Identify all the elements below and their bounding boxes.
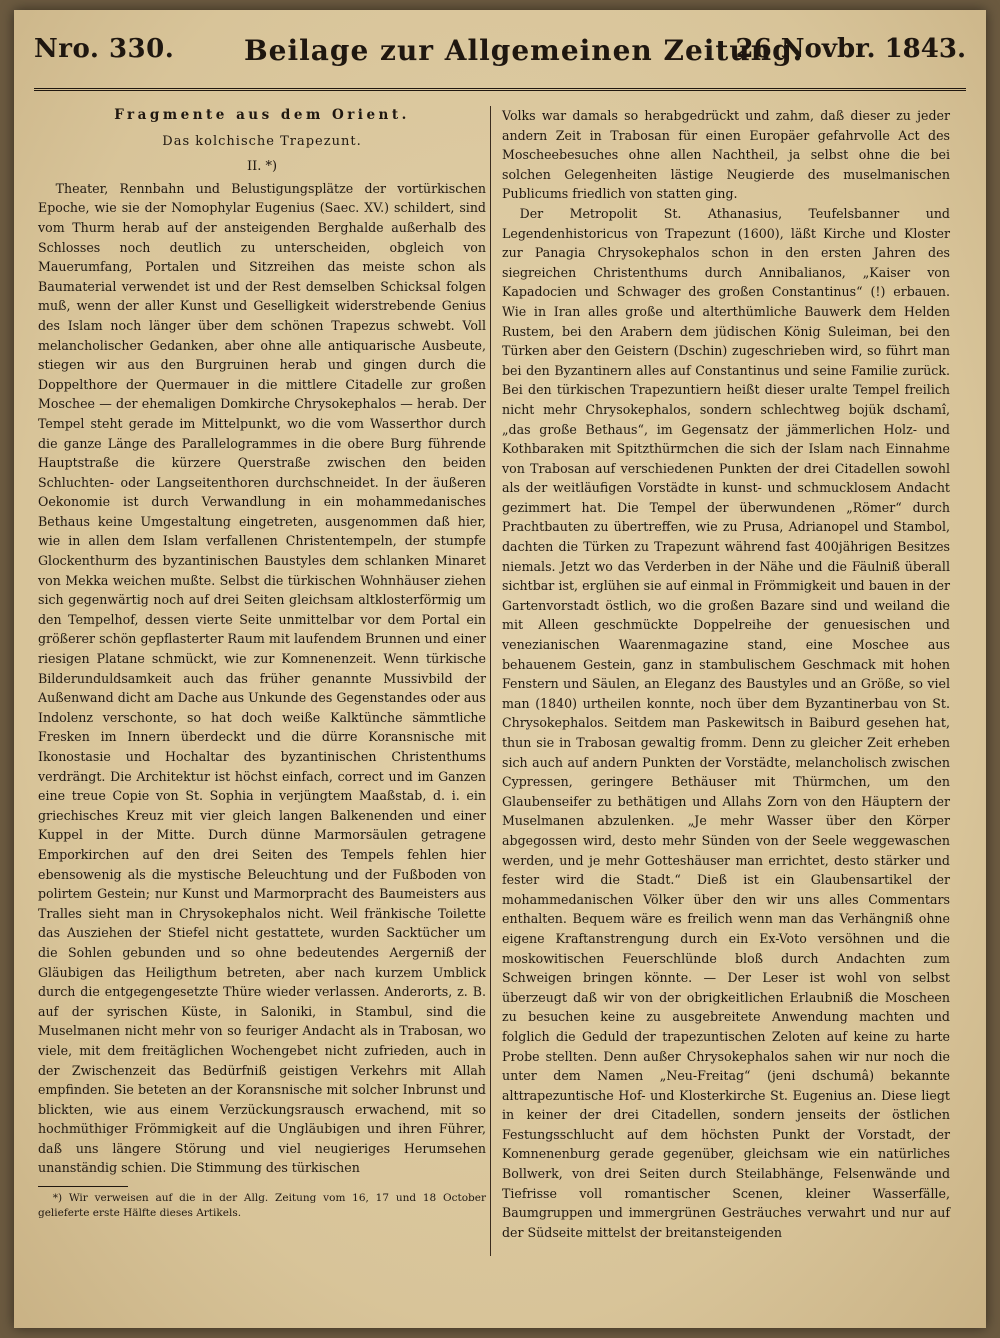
- newspaper-page: [14, 10, 986, 1328]
- paragraph: Der Metropolit St. Athanasius, Teufelsbanner und Legendenhistoricus von Trapezunt (1600), läßt Kirche und Kloster zur Panagia Chrysokephalos schon in den ersten Jahren des siegreichen Christenthums durch Annibalianos, „Kaiser von Kapadocien und Schwager des großen Constantinus“ (!) erbauen. Wie in Iran alles große und alterthümliche Bauwerk dem Helden Rustem, bei den Arabern dem jüdischen König Suleiman, bei den Türken aber den Geistern (Dschin) zugeschrieben wird, so führt man bei den Byzantinern alles auf Constantinus und seine Familie zurück. Bei den türkischen Trapezuntiern heißt dieser uralte Tempel freilich nicht mehr Chrysokephalos, sondern schlechtweg bojük dschamî, „das große Bethaus“, im Gegensatz der jämmerlichen Holz- und Kothbaraken mit Spitzthürmchen die sich der Islam nach Einnahme von Trabosan auf verschiedenen Punkten der drei Citadellen sowohl als der weitläufigen Vorstädte in kunst- und schmucklosem Andacht gezimmert hat. Die Tempel der überwundenen „Römer“ durch Prachtbauten zu übertreffen, wie zu Prusa, Adrianopel und Stambol, dachten die Türken zu Trapezunt während fast 400jährigen Besitzes niemals. Jetzt wo das Verderben in der Nähe und die Fäulniß überall sichtbar ist, erglühen sie auf einmal in Frömmigkeit und bauen in der Gartenvorstadt östlich, wo die großen Bazare sind und weiland die mit Alleen geschmückte Doppelreihe der genuesischen und venezianischen Waarenmagazine stand, eine Moschee aus behauenem Gestein, ganz in stambulischem Geschmack mit hohen Fenstern und Säulen, an Eleganz des Baustyles und an Größe, so viel man (1840) urtheilen konnte, noch über dem Byzantinerbau von St. Chrysokephalos. Seitdem man Paskewitsch in Baiburd gesehen hat, thun sie in Trabosan gewaltig fromm. Denn zu gleicher Zeit erheben sich auch auf andern Punkten der Vorstädte, melancholisch zwischen Cypressen, geringere Bethäuser mit Thürmchen, um den Glaubenseifer zu bethätigen und Allahs Zorn von den Häuptern der Muselmanen abzulenken. „Je mehr Wasser über den Körper abgegossen wird, desto mehr Sünden von der Seele weggewaschen werden, und je mehr Gotteshäuser man errichtet, desto stärker und fester wird die Stadt.“ Dieß ist ein Glaubensartikel der mohammedanischen Völker über den wir uns alles Commentars enthalten. Bequem wäre es freilich wenn man das Verhängniß ohne eigene Kraftanstrengung durch ein Ex-Voto versöhnen und die moskowitischen Feuerschlünde bloß durch Andachten zum Schweigen bringen könnte. — Der Leser ist wohl von selbst überzeugt daß wir von der obrigkeitlichen Erlaubniß die Moscheen zu besuchen keine zu ausgebreitete Anwendung machten und folglich die Geduld der trapezuntischen Zeloten auf keine zu harte Probe stellten. Denn außer Chrysokephalos sahen wir nur noch die unter dem Namen „Neu-Freitag“ (jeni dschumâ) bekannte alttrapezuntische Hof- und Klosterkirche St. Eugenius an. Diese liegt in keiner der drei Citadellen, sondern jenseits der östlichen Festungsschlucht auf dem höchsten Punkt der Vorstadt, der Komnenenburg gerade gegenüber, gleichsam wie ein natürliches Bollwerk, von drei Seiten durch Steilabhänge, Felsenwände und Tiefrisse voll romantischer Scenen, kleiner Wasserfälle, Baumgruppen und immergrünen Gesträuches verwahrt und nur auf der Südseite mittelst der breitansteigenden: [502, 205, 950, 1240]
- article-subtitle: Das kolchische Trapezunt.: [162, 133, 362, 149]
- issue-date: 26 Novbr. 1843.: [735, 34, 966, 64]
- article-part: II. *): [246, 159, 278, 175]
- paragraph: Volks war damals so herabgedrückt und zahm, daß dieser zu jeder andern Zeit in Trabosan für einen Europäer gefahrvolle Act des Moscheebesuches ohne allen Nachtheil, ja selbst ohne die bei solchen Gelegenheiten lästige Neugierde des muselmanischen Publicums friedlich von statten ging.: [502, 108, 950, 202]
- right-column: [502, 106, 950, 1242]
- left-column: [38, 106, 486, 1221]
- masthead: [34, 34, 966, 78]
- masthead-rule: [34, 88, 966, 93]
- footnote-divider: [38, 1186, 128, 1187]
- footnote: *) Wir verweisen auf die in der Allg. Zeitung vom 16, 17 und 18 October gelieferte erste Hälfte dieses Artikels.: [38, 1192, 486, 1220]
- column-divider: [490, 106, 491, 1256]
- newspaper-title: Beilage zur Allgemeinen Zeitung.: [244, 34, 804, 67]
- article-title: Fragmente aus dem Orient.: [114, 107, 410, 123]
- issue-number: Nro. 330.: [34, 34, 175, 64]
- paragraph: Theater, Rennbahn und Belustigungsplätze der vortürkischen Epoche, wie sie der Nomophylar Eugenius (Saec. XV.) schildert, sind vom Thurm herab auf der ansteigenden Berghalde außerhalb des Schlosses noch deutlich zu unterscheiden, obgleich von Mauerumfang, Portalen und Sitzreihen das meiste schon als Baumaterial verwendet ist und der Rest demselben Schicksal folgen muß, wenn der aller Kunst und Geselligkeit widerstrebende Genius des Islam noch länger über dem schönen Trapezus schwebt. Voll melancholischer Gedanken, aber ohne alle antiquarische Ausbeute, stiegen wir aus den Burgruinen herab und gingen durch die Doppelthore der Quermauer in die mittlere Citadelle zur großen Moschee — der ehemaligen Domkirche Chrysokephalos — herab. Der Tempel steht gerade im Mittelpunkt, wo die vom Wasserthor durch die ganze Länge des Parallelogrammes in die obere Burg führende Hauptstraße die kürzere Querstraße zwischen den beiden Schluchten- oder Langseitenthoren durchschneidet. In der äußeren Oekonomie ist durch Verwandlung in ein mohammedanisches Bethaus keine Umgestaltung eingetreten, ausgenommen daß hier, wie in allen dem Islam verfallenen Christentempeln, der stumpfe Glockenthurm des byzantinischen Baustyles dem schlanken Minaret von Mekka weichen mußte. Selbst die türkischen Wohnhäuser ziehen sich gegenwärtig noch auf drei Seiten gleichsam altklosterförmig um den Tempelhof, dessen vierte Seite unmittelbar vor dem Portal ein größerer schön gepflasterter Raum mit laufendem Brunnen und einer riesigen Platane schmückt, wie zur Komnenenzeit. Wenn türkische Bilderunduldsamkeit auch das früher genannte Mussivbild der Außenwand dicht am Dache aus Unkunde des Gegenstandes oder aus Indolenz verschonte, so hat doch weiße Kalktünche sämmtliche Fresken im Innern überdeckt und die dürre Koransnische mit Ikonostasie und Hochaltar des byzantinischen Christenthums verdrängt. Die Architektur ist höchst einfach, correct und im Ganzen eine treue Copie von St. Sophia in verjüngtem Maaßstab, d. i. ein griechisches Kreuz mit vier gleich langen Balkenenden und einer Kuppel in der Mitte. Durch dünne Marmorsäulen getragene Emporkirchen auf den drei Seiten des Tempels fehlen hier ebensowenig als die mystische Beleuchtung und der Fußboden von polirtem Gestein; nur Kunst und Marmorpracht des Baumeisters aus Tralles sieht man in Chrysokephalos nicht. Weil fränkische Toilette das Ausziehen der Stiefel nicht gestattete, wurden Sacktücher um die Sohlen gebunden und so ohne bedeutendes Aergerniß der Gläubigen das Heiligthum betreten, aber nach kurzem Umblick durch die entgegengesetzte Thüre wieder verlassen. Anderorts, z. B. auf der syrischen Küste, in Saloniki, in Stambul, sind die Muselmanen nicht mehr von so feuriger Andacht als in Trabosan, wo viele, mit dem freitäglichen Wochengebet nicht zufrieden, auch in der Zwischenzeit das Bedürfniß geistigen Verkehrs mit Allah empfinden. Sie beteten an der Koransnische mit solcher Inbrunst und blickten, wie aus einem Verzückungsrausch erwachend, mit so hochmüthiger Frömmigkeit auf die Ungläubigen und ihren Führer, daß uns längere Störung und viel neugieriges Herumsehen unanständig schien. Die Stimmung des türkischen: [38, 180, 486, 1176]
